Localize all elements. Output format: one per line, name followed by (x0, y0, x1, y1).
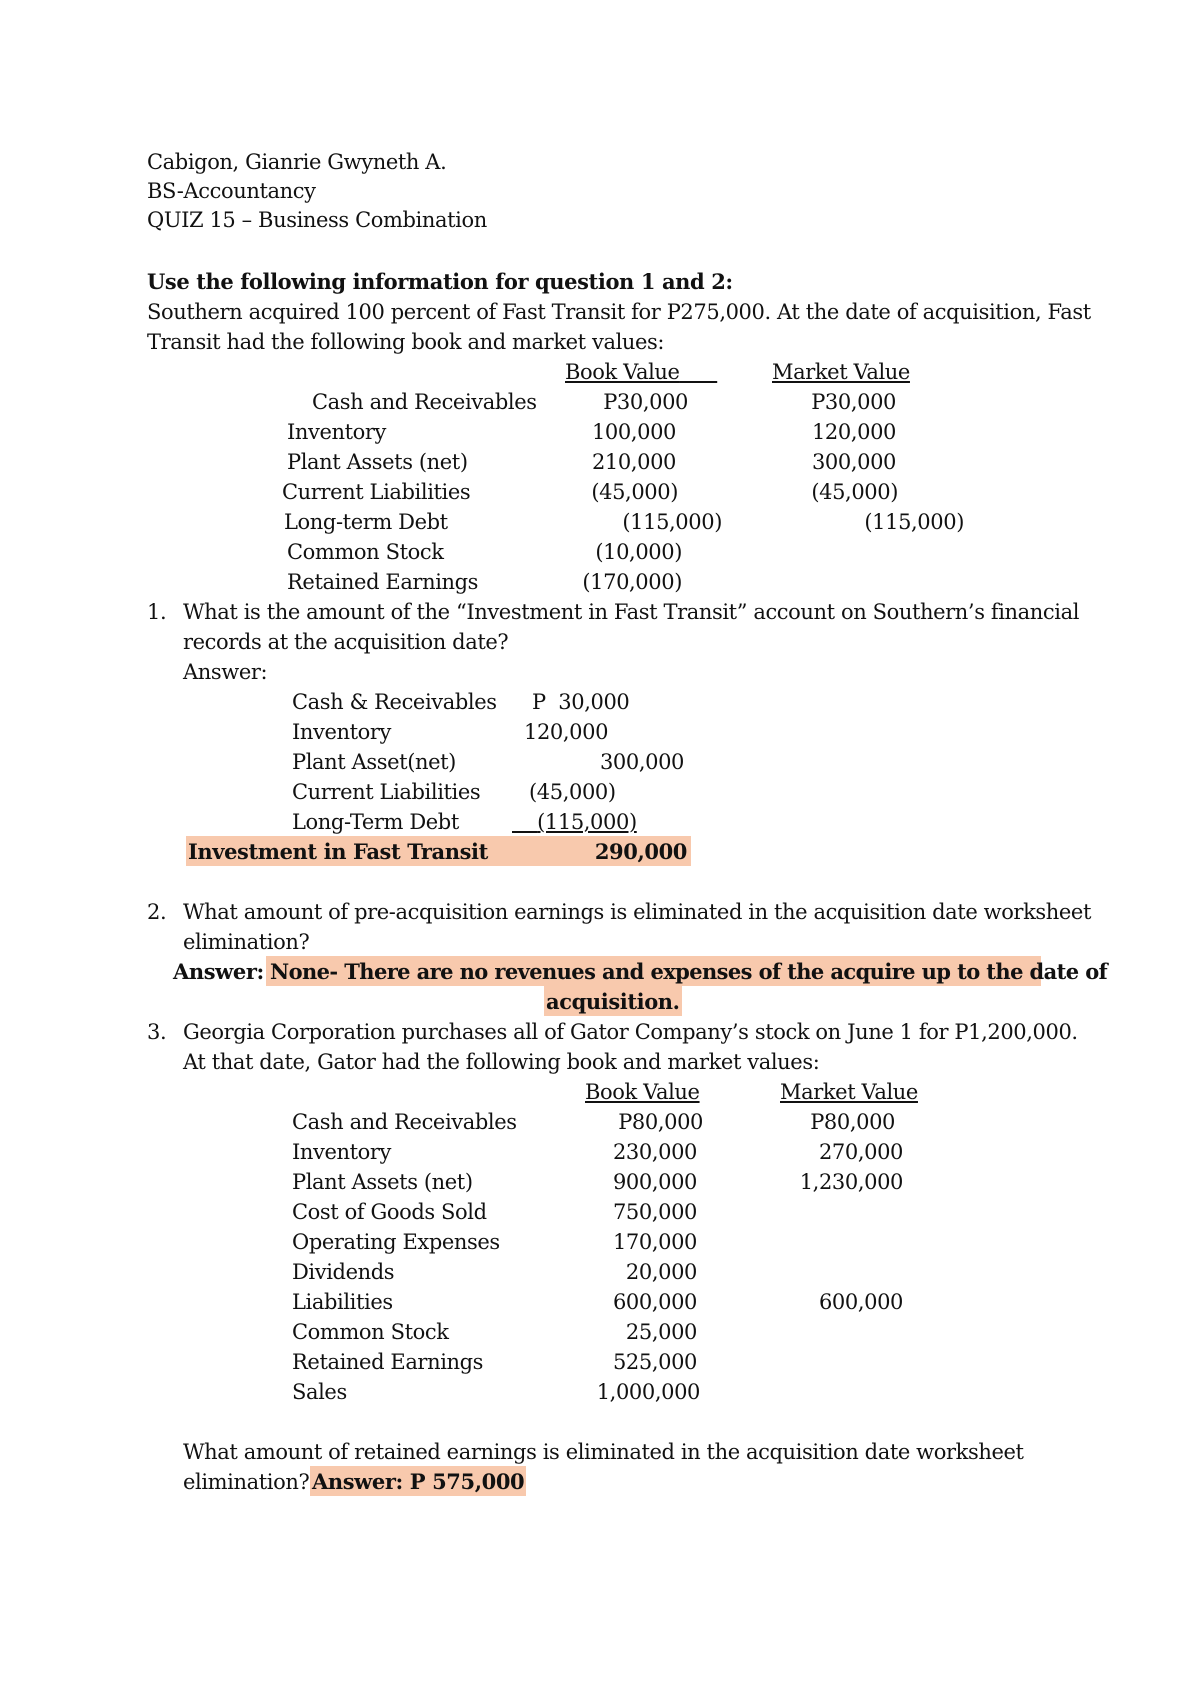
q3-row-book: P80,000 (618, 1110, 703, 1134)
q1-row-label: Cash & Receivables (292, 690, 497, 714)
q3-row-label: Common Stock (292, 1320, 449, 1344)
q3-book-header: Book Value (585, 1080, 700, 1104)
q3-row-label: Sales (292, 1380, 347, 1404)
q1-text-line-2: records at the acquisition date? (183, 630, 509, 654)
q3-question-line-1: What amount of retained earnings is eliminated in the acquisition date worksheet (183, 1440, 1024, 1464)
q3-row-book: 20,000 (625, 1260, 697, 1284)
program: BS-Accountancy (147, 179, 316, 203)
q2-text-line-2: elimination? (183, 930, 310, 954)
q3-number: 3. (147, 1020, 167, 1044)
q2-answer-label: Answer: (173, 959, 264, 984)
q3-row-book: 1,000,000 (596, 1380, 700, 1404)
q1-row-label: Long-Term Debt (292, 810, 459, 834)
q3-answer-label: Answer: (312, 1469, 403, 1494)
intro-line-1: Southern acquired 100 percent of Fast Transit for P275,000. At the date of acquisition, Fast (147, 300, 1091, 324)
q3-row-label: Retained Earnings (292, 1350, 484, 1374)
q1-row-value: 120,000 (524, 720, 609, 744)
table1-row-label: Plant Assets (net) (287, 450, 468, 474)
table1-row-book: (115,000) (622, 510, 722, 534)
table1-row-label: Inventory (287, 420, 387, 444)
q3-row-label: Cost of Goods Sold (292, 1200, 487, 1224)
q1-total-row (186, 836, 691, 866)
intro-heading: Use the following information for question 1 and 2: (147, 269, 733, 294)
q3-row-market: 1,230,000 (799, 1170, 903, 1194)
table1-row-market: 300,000 (811, 450, 896, 474)
q3-row-book: 170,000 (612, 1230, 697, 1254)
q3-text-line-2: At that date, Gator had the following book and market values: (183, 1050, 820, 1074)
q1-row-label: Inventory (292, 720, 392, 744)
q3-row-book: 600,000 (612, 1290, 697, 1314)
table1-row-book: 210,000 (591, 450, 676, 474)
q3-row-market: 600,000 (818, 1290, 903, 1314)
q1-row-value: (45,000) (529, 780, 616, 804)
q2-number: 2. (147, 900, 167, 924)
q1-row-value: (115,000) (537, 810, 637, 834)
q3-row-label: Operating Expenses (292, 1230, 500, 1254)
q3-row-market: P80,000 (810, 1110, 895, 1134)
q1-row-label: Plant Asset(net) (292, 750, 456, 774)
q3-row-book: 525,000 (612, 1350, 697, 1374)
table1-row-market: (115,000) (864, 510, 964, 534)
q1-number: 1. (147, 600, 167, 624)
table1-row-label: Long-term Debt (284, 510, 448, 534)
table1-row-book: (170,000) (582, 570, 682, 594)
q1-row-value: 300,000 (599, 750, 684, 774)
table1-row-market: (45,000) (811, 480, 898, 504)
q2-answer-line-2: acquisition. (544, 986, 682, 1016)
q1-answer-label: Answer: (183, 660, 268, 684)
q3-row-book: 750,000 (612, 1200, 697, 1224)
q3-row-book: 230,000 (612, 1140, 697, 1164)
q1-text-line-1: What is the amount of the “Investment in Fast Transit” account on Southern’s financial (183, 600, 1080, 624)
table1-row-label: Retained Earnings (287, 570, 479, 594)
q1-row-value: P 30,000 (532, 690, 630, 714)
q2-text-line-1: What amount of pre-acquisition earnings is eliminated in the acquisition date worksheet (183, 900, 1091, 924)
table1-row-market: P30,000 (811, 390, 896, 414)
q3-answer (310, 1466, 526, 1496)
q3-row-label: Inventory (292, 1140, 392, 1164)
table1-row-book: 100,000 (591, 420, 676, 444)
q3-row-label: Cash and Receivables (292, 1110, 517, 1134)
q3-row-market: 270,000 (818, 1140, 903, 1164)
q3-row-label: Plant Assets (net) (292, 1170, 473, 1194)
table1-book-header: Book Value (565, 360, 680, 384)
q3-row-label: Dividends (292, 1260, 395, 1284)
student-name: Cabigon, Gianrie Gwyneth A. (147, 150, 447, 174)
table1-row-market: 120,000 (811, 420, 896, 444)
q3-market-header: Market Value (780, 1080, 918, 1104)
intro-line-2: Transit had the following book and market values: (147, 330, 665, 354)
table1-row-book: (45,000) (591, 480, 678, 504)
table1-row-label: Current Liabilities (282, 480, 471, 504)
q3-question-line-2: elimination? (183, 1470, 310, 1494)
q3-row-label: Liabilities (292, 1290, 393, 1314)
table1-row-label: Cash and Receivables (312, 390, 537, 414)
q2-answer-line-1: None- There are no revenues and expenses of the acquire up to the date of (266, 956, 1041, 986)
table1-row-book: P30,000 (603, 390, 688, 414)
q1-row-label: Current Liabilities (292, 780, 481, 804)
table1-row-label: Common Stock (287, 540, 444, 564)
q3-row-book: 25,000 (625, 1320, 697, 1344)
q3-answer-value: P 575,000 (409, 1469, 525, 1494)
table1-market-header: Market Value (772, 360, 910, 384)
quiz-title: QUIZ 15 – Business Combination (147, 208, 487, 232)
q1-total-label: Investment in Fast Transit (188, 839, 488, 864)
q3-text-line-1: Georgia Corporation purchases all of Gator Company’s stock on June 1 for P1,200,000. (183, 1020, 1078, 1044)
table1-row-book: (10,000) (595, 540, 682, 564)
q1-total-value: 290,000 (594, 839, 687, 864)
q3-row-book: 900,000 (612, 1170, 697, 1194)
